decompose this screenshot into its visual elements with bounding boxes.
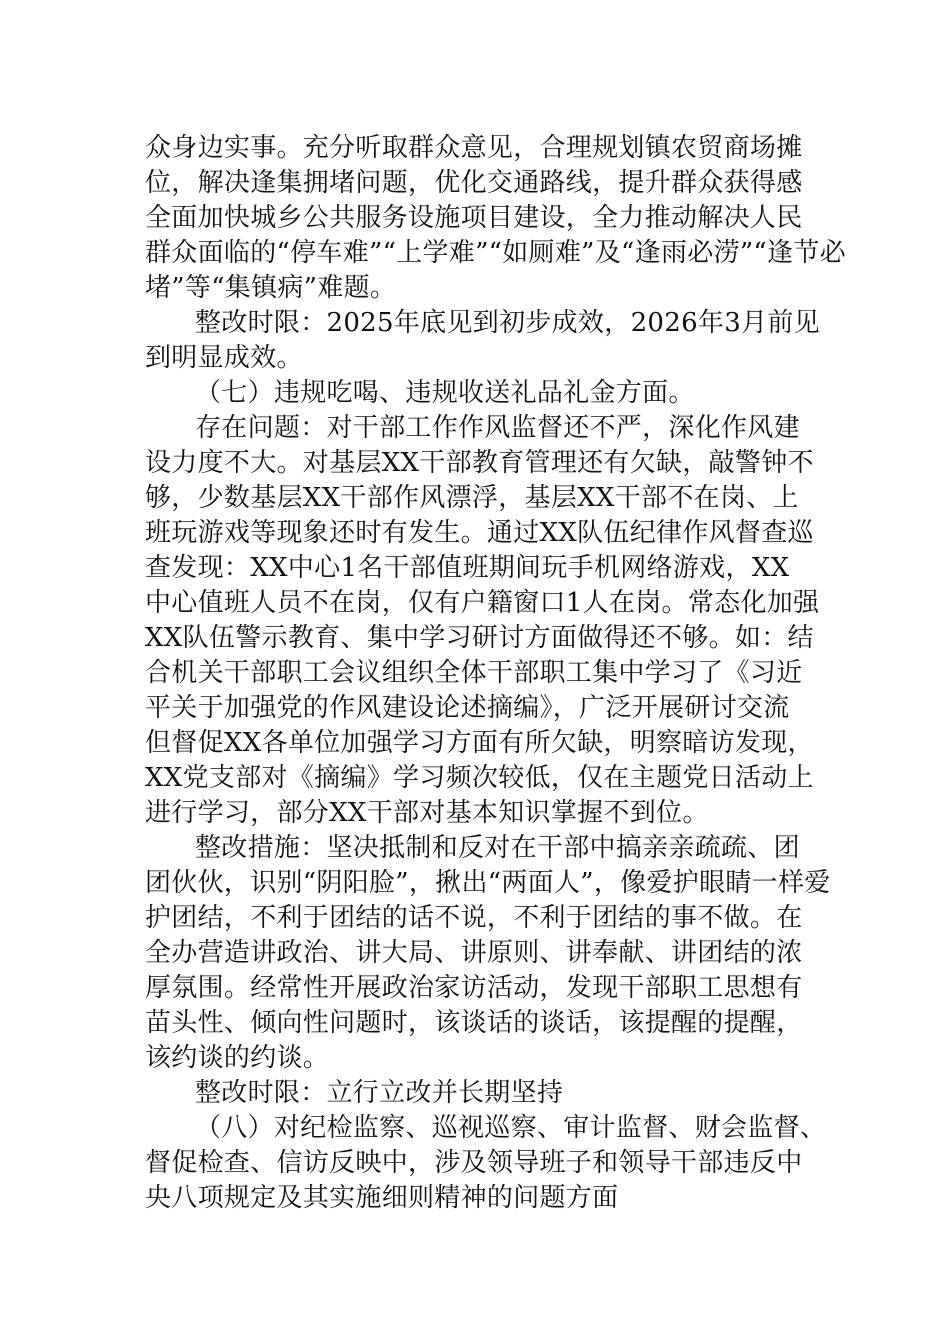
text-line: 厚氛围。经常性开展政治家访活动，发现干部职工思想有: [145, 973, 803, 1003]
text-line: XX队伍警示教育、集中学习研讨方面做得还不够。如：结: [145, 623, 814, 653]
section-heading: （七）违规吃喝、违规收送礼品礼金方面。: [195, 378, 695, 408]
text-line: 合机关干部职工会议组织全体干部职工集中学习了《习近: [145, 658, 803, 688]
text-line: 群众面临的“停车难”“上学难”“如厕难”及“逢雨必涝”“逢节必: [145, 238, 846, 268]
text-line: 该约谈的约谈。: [145, 1043, 330, 1073]
text-line: 全面加快城乡公共服务设施项目建设，全力推动解决人民: [145, 203, 803, 233]
text-line: 平关于加强党的作风建设论述摘编》，广泛开展研讨交流: [145, 693, 790, 723]
text-line: 中心值班人员不在岗，仅有户籍窗口1人在岗。常态化加强: [145, 588, 820, 618]
text-line: 但督促XX各单位加强学习方面有所欠缺，明察暗访发现，: [145, 728, 814, 758]
text-line: 督促检查、信访反映中，涉及领导班子和领导干部违反中: [145, 1148, 803, 1178]
text-line: 堵”等“集镇病”难题。: [145, 273, 397, 303]
text-line: 到明显成效。: [145, 343, 303, 373]
text-line: 全办营造讲政治、讲大局、讲原则、讲奉献、讲团结的浓: [145, 938, 803, 968]
text-line: 苗头性、倾向性问题时，该谈话的谈话，该提醒的提醒，: [145, 1008, 803, 1038]
text-line: 进行学习，部分XX干部对基本知识掌握不到位。: [145, 798, 709, 828]
text-line: 团伙伙，识别“阴阳脸”，揪出“两面人”，像爱护眼睛一样爱: [145, 868, 831, 898]
text-line: 查发现：XX中心1名干部值班期间玩手机网络游戏，XX: [145, 553, 790, 583]
text-line: 央八项规定及其实施细则精神的问题方面: [145, 1183, 619, 1213]
text-line: 设力度不大。对基层XX干部教育管理还有欠缺，敲警钟不: [145, 448, 814, 478]
text-line: 整改措施：坚决抵制和反对在干部中搞亲亲疏疏、团: [195, 833, 800, 863]
section-heading: （八）对纪检监察、巡视巡察、审计监督、财会监督、: [195, 1113, 827, 1143]
text-line: 班玩游戏等现象还时有发生。通过XX队伍纪律作风督查巡: [145, 518, 814, 548]
text-line: 整改时限：2025年底见到初步成效，2026年3月前见: [195, 308, 820, 338]
text-line: 位，解决逢集拥堵问题，优化交通路线，提升群众获得感: [145, 168, 803, 198]
text-line: 众身边实事。充分听取群众意见，合理规划镇农贸商场摊: [145, 133, 803, 163]
text-line: 够，少数基层XX干部作风漂浮，基层XX干部不在岗、上: [145, 483, 799, 513]
text-line: 护团结，不利于团结的话不说，不利于团结的事不做。在: [145, 903, 803, 933]
text-line: 整改时限：立行立改并长期坚持: [195, 1078, 564, 1108]
text-line: 存在问题：对干部工作作风监督还不严，深化作风建: [195, 413, 800, 443]
text-line: XX党支部对《摘编》学习频次较低，仅在主题党日活动上: [145, 763, 814, 793]
